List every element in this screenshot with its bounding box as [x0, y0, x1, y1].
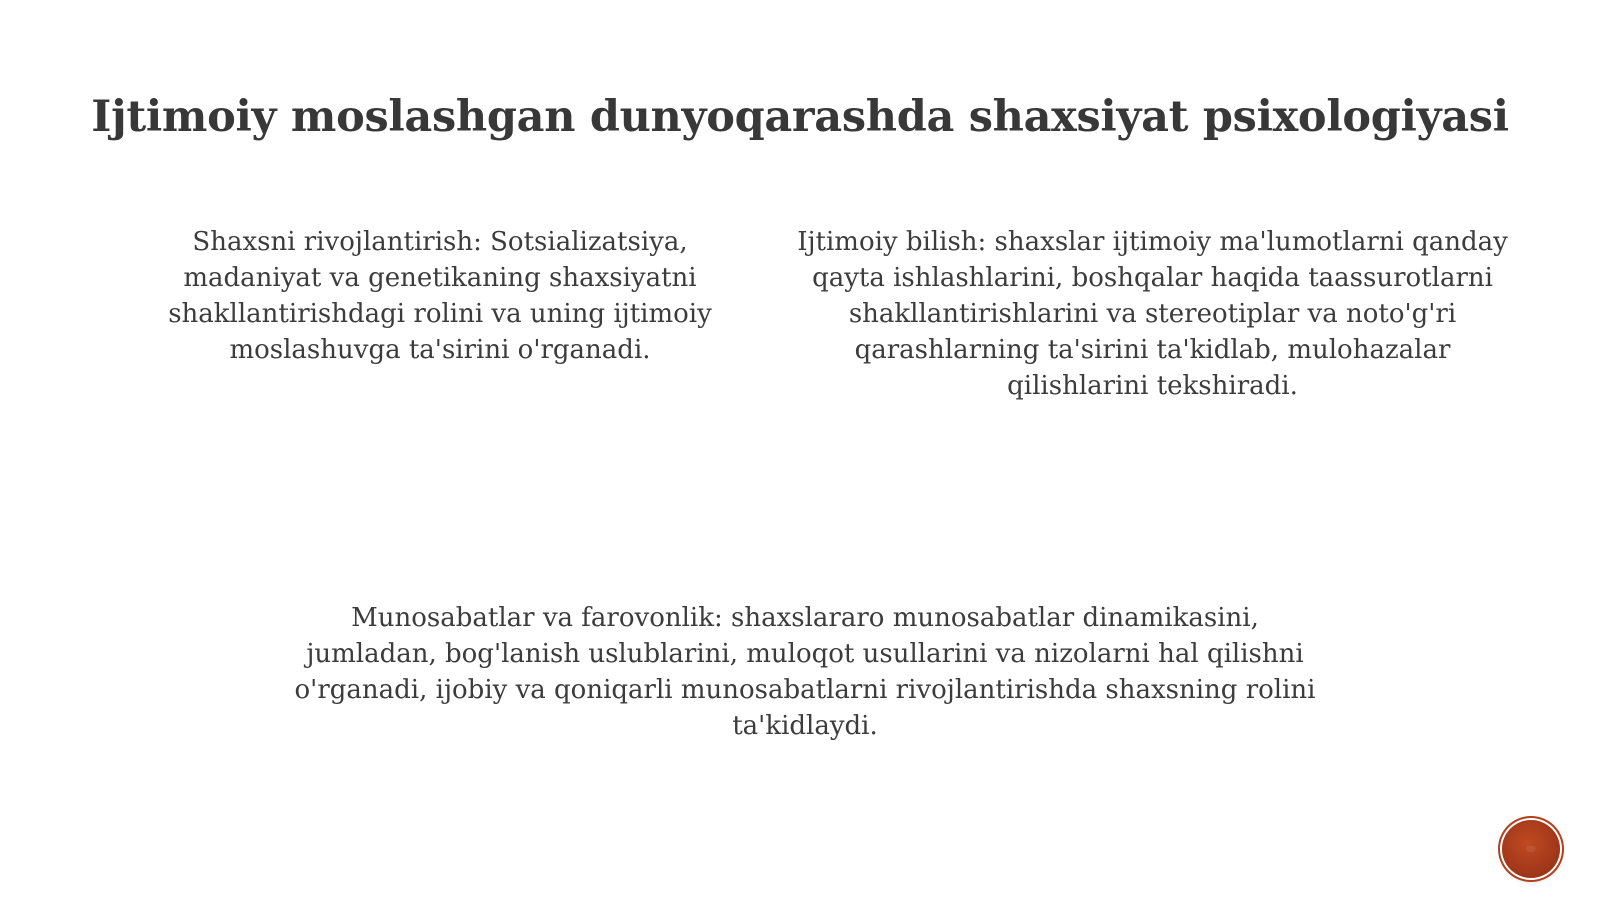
- text-block-personality-development: Shaxsni rivojlantirish: Sotsializatsiya, madaniyat va genetikaning shaxsiyatni shakllantirishdagi rolini va uning ijtimoiy moslashuvga ta'sirini o'rganadi.: [168, 227, 712, 365]
- text-block-social-cognition: Ijtimoiy bilish: shaxslar ijtimoiy ma'lumotlarni qanday qayta ishlashlarini, boshqalar haqida taassurotlarni shakllantirishlarini va stereotiplar va noto'g'ri qarashlarning ta'sirini ta'kidlab, mulohazalar qilishlarini tekshiradi.: [797, 227, 1508, 401]
- slide-title: Ijtimoiy moslashgan dunyoqarashda shaxsiyat psixologiyasi: [91, 91, 1509, 142]
- circle-nav-icon: [1526, 846, 1536, 852]
- slide-nav-button[interactable]: [1502, 820, 1560, 878]
- text-block-relationships-wellbeing: Munosabatlar va farovonlik: shaxslararo munosabatlar dinamikasini, jumladan, bog'lanish uslublarini, muloqot usullarini va nizolarni hal qilishni o'rganadi, ijobiy va qoniqarli munosabatlarni rivojlantirishda shaxsning rolini ta'kidlaydi.: [294, 603, 1316, 741]
